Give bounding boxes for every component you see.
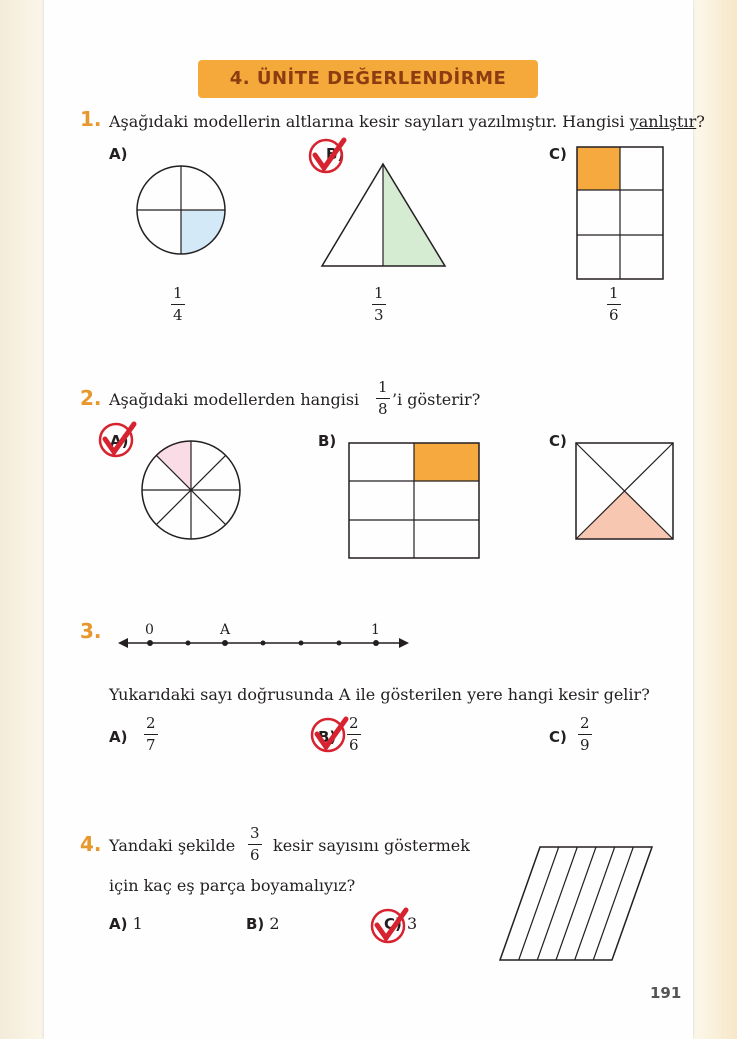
question-3-text: Yukarıdaki sayı doğrusunda A ile gösterilen yere hangi kesir gelir? — [109, 685, 650, 704]
q4-fraction: $\frac{3}{6}$ — [250, 824, 260, 864]
q2-fraction: $\frac{1}{8}$ — [378, 378, 388, 418]
q2-option-b-label[interactable]: B) — [318, 432, 337, 450]
question-2-text-before: Aşağıdaki modellerden hangisi — [109, 390, 360, 409]
page-number: 191 — [650, 984, 682, 1002]
q4-option-a[interactable]: A) 1 — [109, 914, 143, 933]
q2-option-c-label[interactable]: C) — [549, 432, 567, 450]
q4-option-b[interactable]: B) 2 — [246, 914, 280, 933]
q1-answer-check-icon — [310, 140, 344, 172]
question-1-number: 1. — [80, 107, 102, 131]
question-4-number: 4. — [80, 832, 102, 856]
q2-option-a-label[interactable]: A) — [110, 432, 129, 450]
q3-fraction-b: $\frac{2}{6}$ — [349, 714, 359, 754]
question-4-text-before: Yandaki şekilde — [109, 836, 236, 855]
underlined-word: yanlıştır — [629, 112, 697, 131]
q1-fraction-b: $\frac{1}{3}$ — [374, 284, 384, 324]
number-line-zero-label: 0 — [145, 622, 154, 638]
q1-option-c-label[interactable]: C) — [549, 145, 567, 163]
page-title: 4. ÜNİTE DEĞERLENDİRME — [229, 68, 507, 89]
q4-answer-check-icon — [372, 910, 406, 942]
question-2-number: 2. — [80, 386, 102, 410]
question-2-text-after: ’i gösterir? — [392, 390, 481, 409]
q3-answer-check-icon — [312, 719, 346, 751]
question-1-text: Aşağıdaki modellerin altlarına kesir sayıları yazılmıştır. Hangisi yanlıştır? — [109, 112, 705, 131]
q1-option-b-label[interactable]: B) — [326, 145, 345, 163]
question-3-number: 3. — [80, 619, 102, 643]
q3-fraction-a: $\frac{2}{7}$ — [146, 714, 156, 754]
q3-fraction-c: $\frac{2}{9}$ — [580, 714, 590, 754]
q1-fraction-a: $\frac{1}{4}$ — [173, 284, 183, 324]
q3-option-a-label[interactable]: A) — [109, 728, 128, 746]
q4-option-c[interactable]: C) 3 — [384, 914, 418, 933]
q1-option-a-label[interactable]: A) — [109, 145, 128, 163]
q3-option-c-label[interactable]: C) — [549, 728, 567, 746]
q3-option-b-label[interactable]: B) — [318, 728, 337, 746]
number-line-one-label: 1 — [371, 622, 380, 638]
q1-fraction-c: $\frac{1}{6}$ — [609, 284, 619, 324]
number-line-point-a-label: A — [220, 622, 231, 638]
question-4-text-after: kesir sayısını göstermek — [273, 836, 470, 855]
question-4-text-line2: için kaç eş parça boyamalıyız? — [109, 876, 356, 895]
q2-answer-check-icon — [100, 424, 134, 456]
